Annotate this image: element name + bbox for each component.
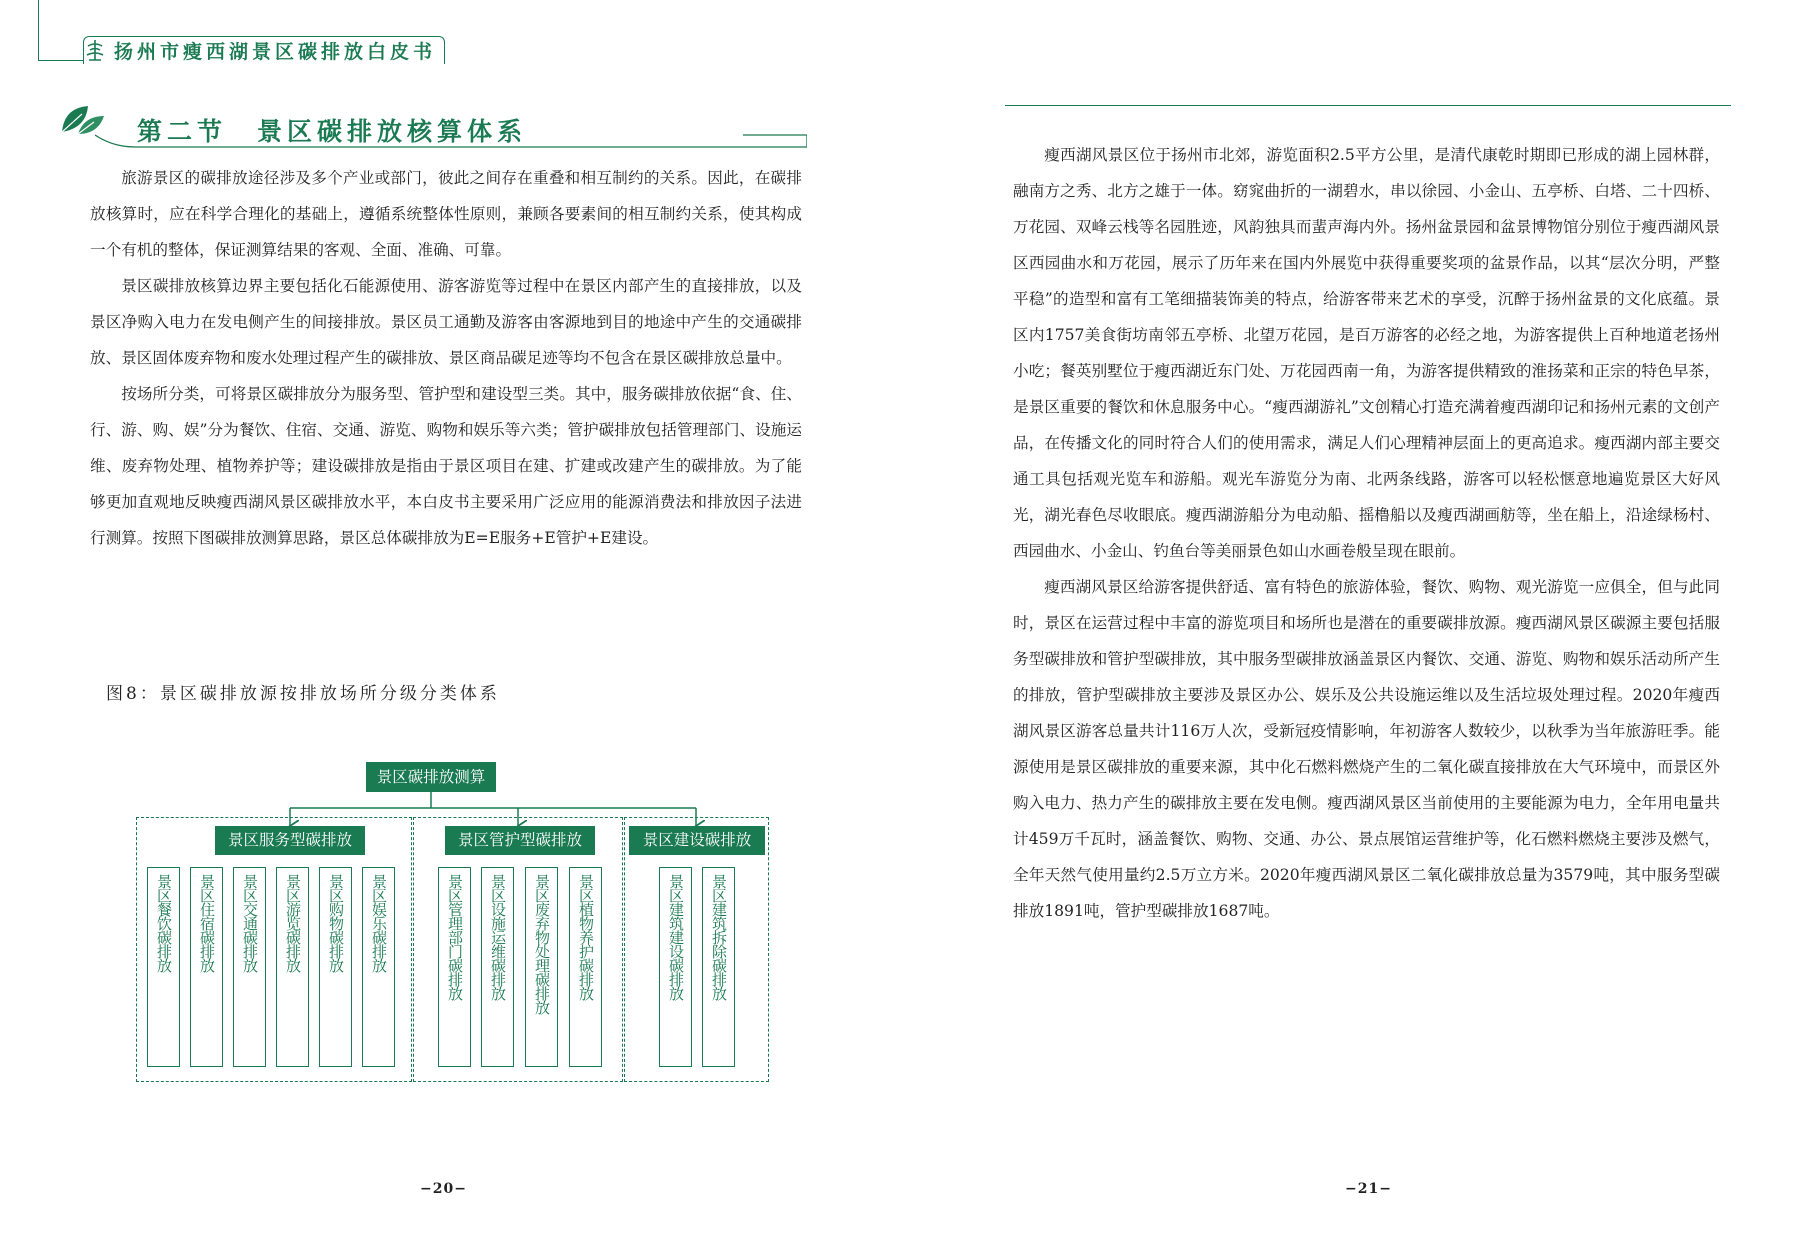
leaf-node-shopping: 景区购物碳排放 [319,867,352,1067]
header-title: 扬州市瘦西湖景区碳排放白皮书 [114,41,437,63]
paragraph: 按场所分类，可将景区碳排放分为服务型、管护型和建设型三类。其中，服务碳排放依据“食、住、行、游、购、娱”分为餐饮、住宿、交通、游览、购物和娱乐等六类；管护碳排放包括管理部门、设施运维、废弃物处理、植物养护等；建设碳排放是指由于景区项目在建、扩建或改建产生的碳排放。为了能够更加直观地反映瘦西湖风景区碳排放水平，本白皮书主要采用广泛应用的能源消费法和排放因子法进行测算。按照下图碳排放测算思路，景区总体碳排放为E=E服务+E管护+E建设。 [90,385,802,547]
group-node-service: 景区服务型碳排放 [215,826,365,855]
page-number: −20− [420,1181,467,1197]
right-header-rule [1005,105,1731,106]
section-title: 第二节 景区碳排放核算体系 [137,117,528,146]
page-number: −21− [1345,1181,1392,1197]
leaf-node-management: 景区管理部门碳排放 [438,867,471,1067]
leaf-node-catering: 景区餐饮碳排放 [147,867,180,1067]
leaf-node-transport: 景区交通碳排放 [233,867,266,1067]
paragraph: 旅游景区的碳排放途径涉及多个产业或部门，彼此之间存在重叠和相互制约的关系。因此，在碳排放核算时，应在科学合理化的基础上，遵循系统整体性原则，兼顾各要素间的相互制约关系，使其构成一个有机的整体，保证测算结果的客观、全面、准确、可靠。 [90,169,802,259]
group-node-construction: 景区建设碳排放 [629,826,765,855]
leaf-node-building-demolition: 景区建筑拆除碳排放 [702,867,735,1067]
leaf-node-waste: 景区废弃物处理碳排放 [525,867,558,1067]
leaf-node-sightseeing: 景区游览碳排放 [276,867,309,1067]
paragraph: 瘦西湖风景区给游客提供舒适、富有特色的旅游体验，餐饮、购物、观光游览一应俱全，但与此同时，景区在运营过程中丰富的游览项目和场所也是潜在的重要碳排放源。瘦西湖风景区碳源主要包括服务型碳排放和管护型碳排放，其中服务型碳排放涵盖景区内餐饮、交通、游览、购物和娱乐活动所产生的排放，管护型碳排放主要涉及景区办公、娱乐及公共设施运维以及生活垃圾处理过程。2020年瘦西湖风景区游客总量共计116万人次，受新冠疫情影响，年初游客人数较少，以秋季为当年旅游旺季。能源使用是景区碳排放的重要来源，其中化石燃料燃烧产生的二氧化碳直接排放在大气环境中，而景区外购入电力、热力产生的碳排放主要在发电侧。瘦西湖风景区当前使用的主要能源为电力，全年用电量共计459万千瓦时，涵盖餐饮、购物、交通、办公、景点展馆运营维护等，化石燃料燃烧主要涉及燃气，全年天然气使用量约2.5万立方米。2020年瘦西湖风景区二氧化碳排放总量为3579吨，其中服务型碳排放1891吨，管护型碳排放1687吨。 [1013,578,1720,920]
leaf-node-facility-ops: 景区设施运维碳排放 [481,867,514,1067]
pagoda-icon [85,39,105,61]
group-frame-construction [624,817,769,1082]
figure-caption: 图8：景区碳排放源按排放场所分级分类体系 [106,684,500,704]
leaf-node-plant-care: 景区植物养护碳排放 [569,867,602,1067]
left-body-text [90,160,802,556]
leaf-node-entertainment: 景区娱乐碳排放 [362,867,395,1067]
group-node-maintenance: 景区管护型碳排放 [445,826,595,855]
leaf-icon [58,102,106,138]
left-page [0,0,905,1237]
leaf-node-building-construction: 景区建筑建设碳排放 [659,867,692,1067]
right-body-text [1013,137,1720,929]
paragraph: 瘦西湖风景区位于扬州市北郊，游览面积2.5平方公里，是清代康乾时期即已形成的湖上园林群，融南方之秀、北方之雄于一体。窈窕曲折的一湖碧水，串以徐园、小金山、五亭桥、白塔、二十四桥、万花园、双峰云栈等名园胜迹，风韵独具而蜚声海内外。扬州盆景园和盆景博物馆分别位于瘦西湖风景区西园曲水和万花园，展示了历年来在国内外展览中获得重要奖项的盆景作品，以其“层次分明，严整平稳”的造型和富有工笔细描装饰美的特点，给游客带来艺术的享受，沉醉于扬州盆景的文化底蕴。景区内1757美食街坊南邻五亭桥、北望万花园，是百万游客的必经之地，为游客提供上百种地道老扬州小吃；餐英别墅位于瘦西湖近东门处、万花园西南一角，为游客提供精致的淮扬菜和正宗的特色早茶，是景区重要的餐饮和休息服务中心。“瘦西湖游礼”文创精心打造充满着瘦西湖印记和扬州元素的文创产品，在传播文化的同时符合人们的使用需求，满足人们心理精神层面上的更高追求。瘦西湖内部主要交通工具包括观光览车和游船。观光车游览分为南、北两条线路，游客可以轻松惬意地遍览景区大好风光，湖光春色尽收眼底。瘦西湖游船分为电动船、摇橹船以及瘦西湖画舫等，坐在船上，沿途绿杨村、西园曲水、小金山、钓鱼台等美丽景色如山水画卷般呈现在眼前。 [1013,146,1720,560]
paragraph: 景区碳排放核算边界主要包括化石能源使用、游客游览等过程中在景区内部产生的直接排放，以及景区净购入电力在发电侧产生的间接排放。景区员工通勤及游客由客源地到目的地途中产生的交通碳排放、景区固体废弃物和废水处理过程产生的碳排放、景区商品碳足迹等均不包含在景区碳排放总量中。 [90,277,802,367]
leaf-node-lodging: 景区住宿碳排放 [190,867,223,1067]
diagram-root-node: 景区碳排放测算 [366,762,496,792]
